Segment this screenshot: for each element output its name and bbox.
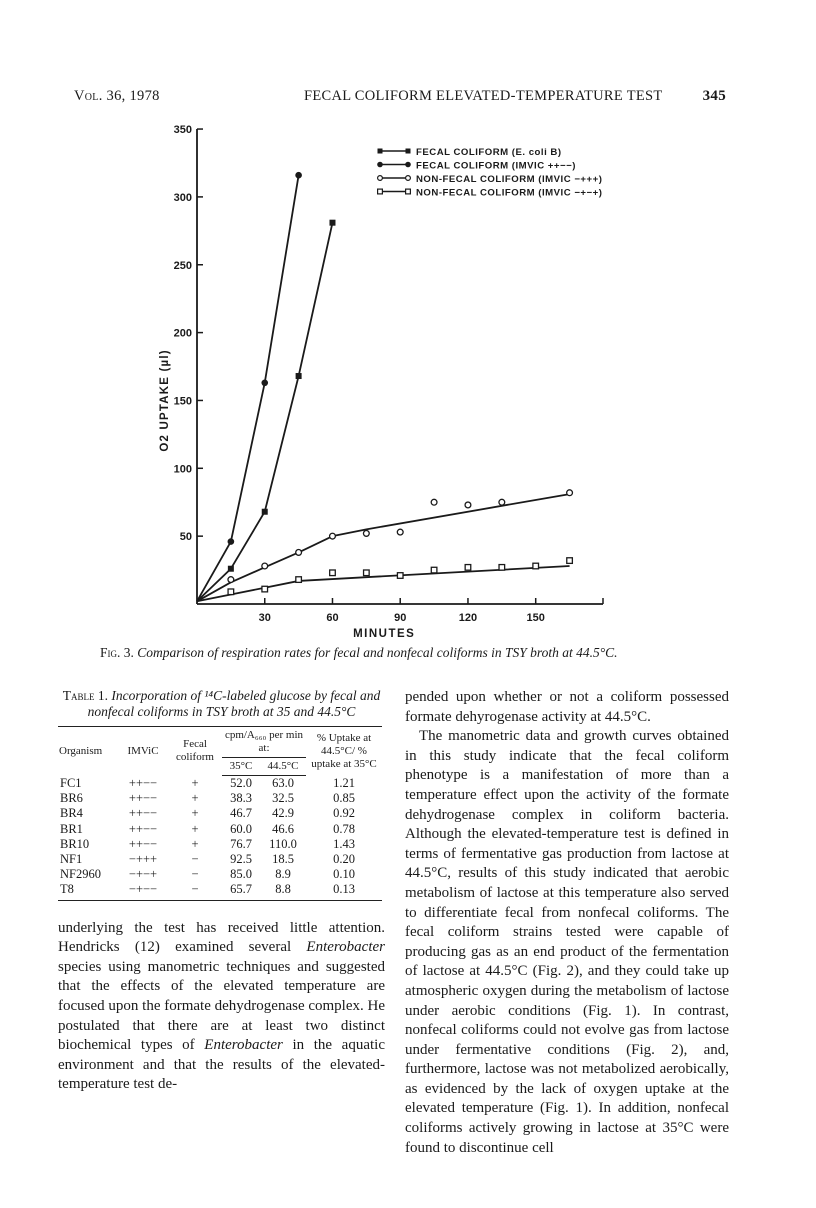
header-cpm: cpm/A₆₆₀ per min at: (222, 727, 306, 758)
series-line-4 (197, 566, 570, 601)
cell-35c: 65.7 (222, 882, 260, 900)
marker-open-square (431, 567, 437, 573)
cell-35c: 76.7 (230, 836, 252, 851)
cell-imvic: ++−− (128, 806, 158, 821)
x-axis-label: MINUTES (353, 628, 416, 640)
cell-ratio: 1.43 (333, 836, 355, 851)
legend-marker (406, 149, 411, 154)
cell-organism: BR10 (60, 836, 90, 851)
marker-open-circle (296, 550, 302, 556)
cell-ratio: 0.85 (333, 791, 355, 806)
figure-caption (100, 645, 720, 661)
cell-35c: 46.7 (230, 806, 252, 821)
header-35c: 35°C (222, 758, 260, 776)
y-tick-label: 300 (173, 191, 192, 204)
cell-35c: 92.5 (230, 852, 252, 867)
cell-imvic: −+++ (128, 852, 158, 867)
cell-44-5c: 110.0 (269, 836, 297, 851)
y-tick-label: 100 (173, 463, 192, 476)
marker-filled-circle (261, 380, 268, 387)
marker-open-square (397, 573, 403, 579)
cell-ratio: 0.10 (333, 867, 355, 882)
figure-caption-label: Fig. 3. (100, 645, 134, 660)
cell-44-5c: 18.5 (272, 852, 294, 867)
genus-enterobacter-1: Enterobacter (306, 939, 385, 956)
marker-open-square (499, 565, 505, 571)
x-tick-label: 90 (394, 612, 407, 624)
legend-marker (377, 162, 383, 168)
y-tick-label: 250 (173, 259, 192, 272)
table-row (58, 882, 382, 900)
marker-filled-square (228, 566, 234, 572)
legend-marker (406, 176, 411, 181)
cell-organism: BR6 (60, 791, 83, 806)
x-tick-label: 60 (326, 612, 339, 624)
table-row (58, 791, 382, 806)
legend-marker (406, 189, 411, 194)
y-tick-label: 350 (173, 124, 192, 137)
header-uptake-ratio: % Uptake at 44.5°C/ % uptake at 35°C (306, 727, 382, 776)
cell-fecal: + (191, 821, 199, 836)
table-row (58, 806, 382, 821)
genus-enterobacter-2: Enterobacter (204, 1037, 283, 1054)
legend-marker (378, 189, 383, 194)
table-title-text: Incorporation of ¹⁴C-labeled glucose by fecal and nonfecal coliforms in TSY broth at 35 and 44.5°C (87, 688, 381, 719)
header-organism: Organism (58, 727, 118, 776)
cell-fecal: − (168, 882, 222, 900)
marker-open-square (465, 565, 471, 571)
x-tick-label: 120 (458, 612, 478, 624)
marker-filled-square (329, 220, 335, 226)
cell-fecal: + (191, 775, 199, 790)
cell-ratio: 1.21 (333, 775, 355, 790)
marker-open-circle (431, 499, 437, 505)
right-paragraph-1: pended upon whether or not a coliform possessed formate dehyrogenase activity at 44.5°C. (405, 689, 729, 725)
left-text-3: in the aquatic environment and that the results of the elevated-temperature test de- (58, 1037, 385, 1093)
marker-open-square (364, 570, 370, 576)
cell-ratio: 0.20 (333, 852, 355, 867)
legend-marker (378, 149, 383, 154)
page-number: 345 (702, 88, 726, 104)
cell-organism: BR1 (60, 821, 83, 836)
marker-open-circle (567, 490, 573, 496)
running-title: FECAL COLIFORM ELEVATED-TEMPERATURE TEST (304, 88, 663, 104)
cell-44-5c: 32.5 (272, 791, 294, 806)
cell-44-5c: 8.8 (260, 882, 306, 900)
chart-legend (377, 147, 602, 199)
marker-open-square (262, 586, 268, 592)
header-fecal-coliform: Fecal coliform (168, 727, 222, 776)
left-text-1: underlying the test has received little attention. Hendricks (12) examined several (58, 919, 385, 956)
cell-35c: 52.0 (230, 776, 252, 790)
marker-filled-circle (228, 538, 235, 545)
table-1 (58, 726, 382, 901)
marker-filled-square (262, 509, 268, 515)
cell-organism: FC1 (60, 775, 82, 790)
cell-fecal: − (191, 852, 199, 867)
table-body (58, 776, 382, 901)
journal-volume: Vol. 36, 1978 (74, 88, 160, 104)
cell-44-5c: 8.9 (275, 867, 291, 882)
cell-35c: 38.3 (230, 791, 252, 806)
y-tick-label: 50 (179, 531, 192, 544)
cell-fecal: + (191, 791, 199, 806)
cell-organism: NF2960 (60, 867, 101, 882)
marker-open-circle (465, 502, 471, 508)
legend-marker (378, 176, 383, 181)
cell-organism: NF1 (60, 852, 83, 867)
left-text-2: species using manometric techniques and suggested that the effects of the elevated temperature are focused upon the formate dehydrogenase complex. He postulated that there are at least two distinct biochemical types of (58, 958, 385, 1054)
marker-filled-circle (295, 172, 302, 179)
cell-imvic: −+−− (118, 882, 168, 900)
y-tick-label: 200 (173, 327, 192, 340)
cell-organism: BR4 (60, 806, 83, 821)
x-tick-label: 150 (526, 612, 545, 624)
marker-open-circle (499, 499, 505, 505)
chart-curves (197, 175, 570, 601)
series-line-3 (197, 494, 570, 601)
marker-open-circle (262, 563, 268, 569)
series-line-1 (197, 223, 332, 602)
marker-open-square (296, 577, 302, 583)
marker-open-circle (363, 531, 369, 537)
marker-open-square (330, 570, 336, 576)
table-row (58, 776, 382, 792)
y-axis-label: O2 UPTAKE (µl) (159, 349, 171, 452)
header-imvic: IMViC (118, 727, 168, 776)
chart-markers (228, 172, 573, 595)
cell-fecal: + (191, 806, 199, 821)
cell-organism: T8 (58, 882, 118, 900)
cell-44-5c: 42.9 (272, 806, 294, 821)
cell-imvic: ++−− (128, 836, 158, 851)
marker-open-circle (397, 529, 403, 535)
table-title-label: Table 1. (62, 688, 108, 703)
cell-ratio: 0.13 (306, 882, 382, 900)
table-row (58, 867, 382, 882)
marker-open-square (533, 563, 539, 569)
legend-label: NON-FECAL COLIFORM (IMVIC −+++) (416, 173, 603, 185)
cell-ratio: 0.92 (333, 806, 355, 821)
legend-marker (405, 162, 411, 168)
series-line-2 (197, 175, 299, 601)
table-row (58, 822, 382, 837)
cell-44-5c: 63.0 (272, 776, 294, 790)
cell-fecal: + (191, 836, 199, 851)
left-column-paragraph (58, 919, 385, 1095)
cell-imvic: ++−− (128, 791, 158, 806)
table-title (58, 688, 385, 720)
right-paragraph-2: The manometric data and growth curves obtained in this study indicate that the fecal coliform phenotype is a manifestation of more than a temperature effect upon the activity of the formate dehydrogenase complex in coliform bacteria. Although the elevated-temperature test is defined in terms of fermentative gas production from lactose at 44.5°C, results of this study indicated that aerobic metabolism of lactose at this temperature also served to differentiate fecal from nonfecal coliforms. The fecal coliform strains tested were capable of producing gas as an end product of the fermentation of lactose at 44.5°C (Fig. 2), and they could take up atmospheric oxygen during the metabolism of lactose under aerobic conditions (Fig. 1). In contrast, nonfecal coliforms could not evolve gas from lactose under fermentative conditions (Fig. 2), and, furthermore, lactose was not metabolized aerobically, as evidenced by the lack of oxygen uptake at the elevated temperature (Fig. 1). In addition, nonfecal coliforms actively growing in lactose at 35°C were found to discontinue cell (405, 728, 729, 1156)
x-tick-label: 30 (258, 612, 271, 624)
marker-open-square (228, 589, 234, 595)
marker-open-circle (228, 577, 234, 583)
marker-open-circle (330, 533, 336, 539)
marker-filled-square (296, 373, 302, 379)
figure-caption-text: Comparison of respiration rates for fecal and nonfecal coliforms in TSY broth at 44.5°C. (137, 645, 618, 660)
cell-fecal: − (191, 867, 199, 882)
right-column (405, 688, 729, 1158)
marker-open-square (567, 558, 573, 564)
table-row (58, 852, 382, 867)
cell-imvic: ++−− (128, 821, 158, 836)
cell-44-5c: 46.6 (272, 821, 294, 836)
cell-imvic: −+−+ (128, 867, 158, 882)
y-tick-label: 150 (173, 395, 192, 408)
legend-label: FECAL COLIFORM (E. coli B) (416, 146, 562, 158)
cell-35c: 60.0 (230, 821, 252, 836)
cell-35c: 85.0 (230, 867, 252, 882)
legend-label: FECAL COLIFORM (IMVIC ++−−) (416, 160, 576, 172)
table-row (58, 837, 382, 852)
header-44-5c: 44.5°C (260, 758, 306, 776)
left-column (58, 688, 385, 1095)
cell-ratio: 0.78 (333, 821, 355, 836)
legend-label: NON-FECAL COLIFORM (IMVIC −+−+) (416, 187, 603, 199)
cell-imvic: ++−− (128, 775, 158, 790)
